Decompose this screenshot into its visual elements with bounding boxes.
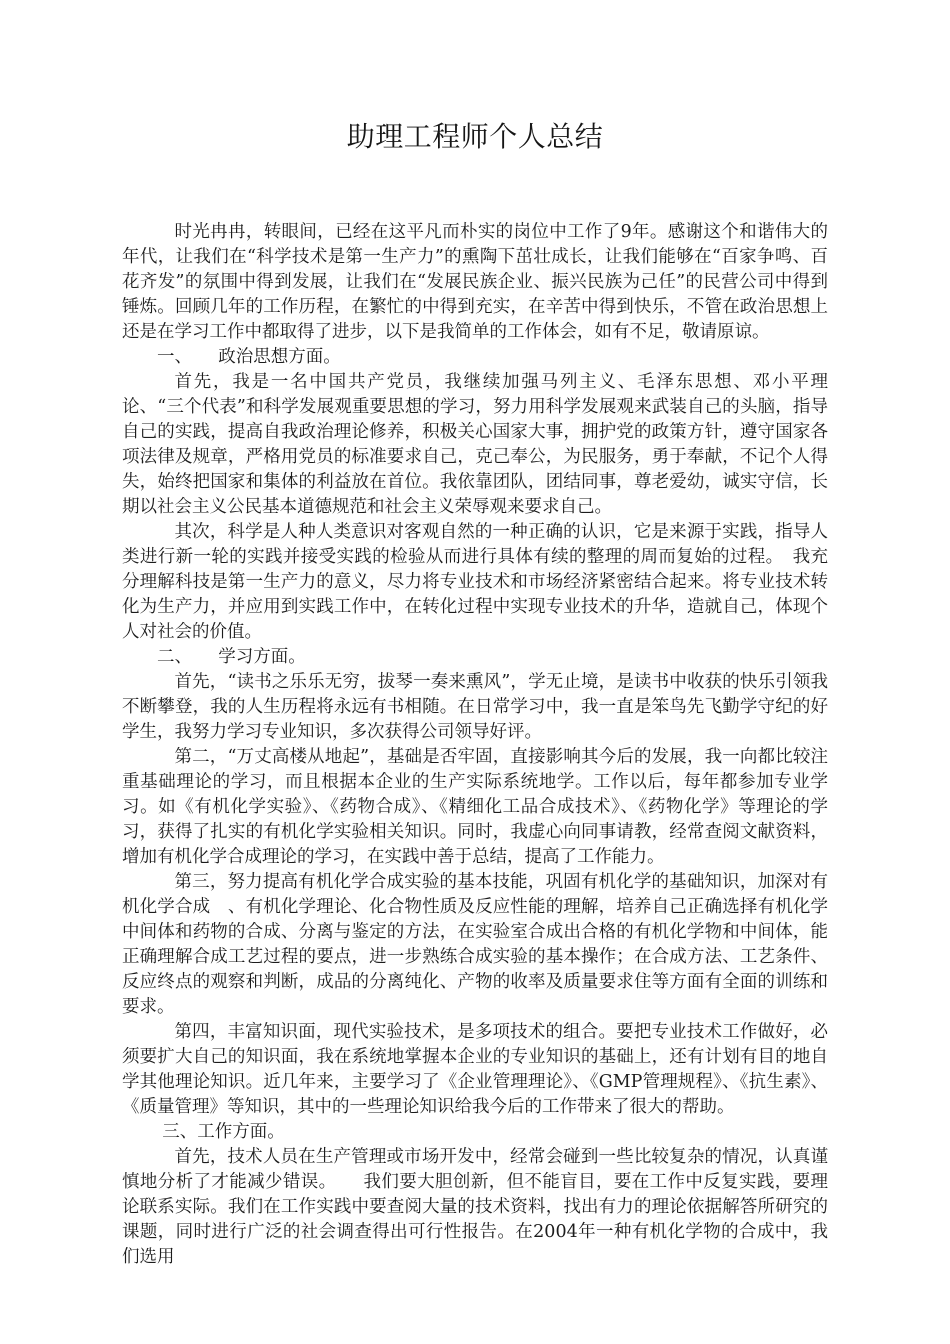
section-heading-study: 二、 学习方面。 [157,647,306,667]
paragraph-study-4: 第四，丰富知识面，现代实验技术，是多项技术的组合。要把专业技术工作做好，必须要扩大自己的知识面，我在系统地掌握本企业的专业知识的基础上，还有计划有目的地自学其他理论知识。近几年来，主要学习了《企业管理理论》、《GMP管理规程》、《抗生素》、《质量管理》等知识，其中的一些理论知识给我今后的工作带来了很大的帮助。 [122,1022,828,1117]
paragraph-political-2: 其次，科学是人种人类意识对客观自然的一种正确的认识，它是来源于实践，指导人类进行新一轮的实践并接受实践的检验从而进行具体有续的整理的周而复始的过程。 我充分理解科技是第一生产力的意义，尽力将专业技术和市场经济紧密结合起来。将专业技术转化为生产力，并应用到实践工作中，在转化过程中实现专业技术的升华，造就自己，体现个人对社会的价值。 [122,522,828,642]
paragraph-political-1: 首先，我是一名中国共产党员，我继续加强马列主义、毛泽东思想、邓小平理论、“三个代表”和科学发展观重要思想的学习，努力用科学发展观来武装自己的头脑，指导自己的实践，提高自我政治理论修养，积极关心国家大事，拥护党的政策方针，遵守国家各项法律及规章，严格用党员的标准要求自己，克己奉公，为民服务，勇于奉献，不记个人得失，始终把国家和集体的利益放在首位。我依靠团队，团结同事，尊老爱幼，诚实守信，长期以社会主义公民基本道德规范和社会主义荣辱观来要求自己。 [122,372,828,517]
paragraph-study-3: 第三，努力提高有机化学合成实验的基本技能，巩固有机化学的基础知识，加深对有机化学合成 、有机化学理论、化合物性质及反应性能的理解，培养自己正确选择有机化学中间体和药物的合成、分离与鉴定的方法，在实验室合成出合格的有机化学物和中间体，能正确理解合成工艺过程的要点，进一步熟练合成实验的基本操作；在合成方法、工艺条件、反应终点的观察和判断，成品的分离纯化、产物的收率及质量要求住等方面有全面的训练和要求。 [122,872,828,1017]
paragraph-study-2: 第二，“万丈高楼从地起”，基础是否牢固，直接影响其今后的发展，我一向都比较注重基础理论的学习，而且根据本企业的生产实际系统地学。工作以后，每年都参加专业学习。如《有机化学实验》、《药物合成》、《精细化工品合成技术》、《药物化学》等理论的学习，获得了扎实的有机化学实验相关知识。同时，我虚心向同事请教，经常查阅文献资料，增加有机化学合成理论的学习，在实践中善于总结，提高了工作能力。 [122,747,828,867]
paragraph-work-1: 首先，技术人员在生产管理或市场开发中，经常会碰到一些比较复杂的情况，认真谨慎地分析了才能减少错误。 我们要大胆创新，但不能盲目，要在工作中反复实践，要理论联系实际。我们在工作实践中要查阅大量的技术资料，找出有力的理论依据解答所研究的课题，同时进行广泛的社会调查得出可行性报告。在2004年一种有机化学物的合成中，我们选用 [122,1147,828,1267]
paragraph-opening: 时光冉冉，转眼间，已经在这平凡而朴实的岗位中工作了9年。感谢这个和谐伟大的年代，让我们在“科学技术是第一生产力”的熏陶下茁壮成长，让我们能够在“百家争鸣、百花齐发”的氛围中得到发展，让我们在“发展民族企业、振兴民族为己任”的民营公司中得到锤炼。回顾几年的工作历程，在繁忙的中得到充实，在辛苦中得到快乐，不管在政治思想上还是在学习工作中都取得了进步，以下是我简单的工作体会，如有不足，敬请原谅。 [122,222,828,342]
paragraph-study-1: 首先，“读书之乐乐无穷，拔琴一奏来熏风”，学无止境，是读书中收获的快乐引领我不断攀登，我的人生历程将永远有书相随。在日常学习中，我一直是笨鸟先飞勤学守纪的好学生，我努力学习专业知识，多次获得公司领导好评。 [122,672,828,742]
document-body [122,220,828,1270]
document-title: 助理工程师个人总结 [346,120,604,153]
section-heading-political: 一、 政治思想方面。 [157,347,341,367]
section-heading-work: 三、工作方面。 [162,1122,285,1142]
